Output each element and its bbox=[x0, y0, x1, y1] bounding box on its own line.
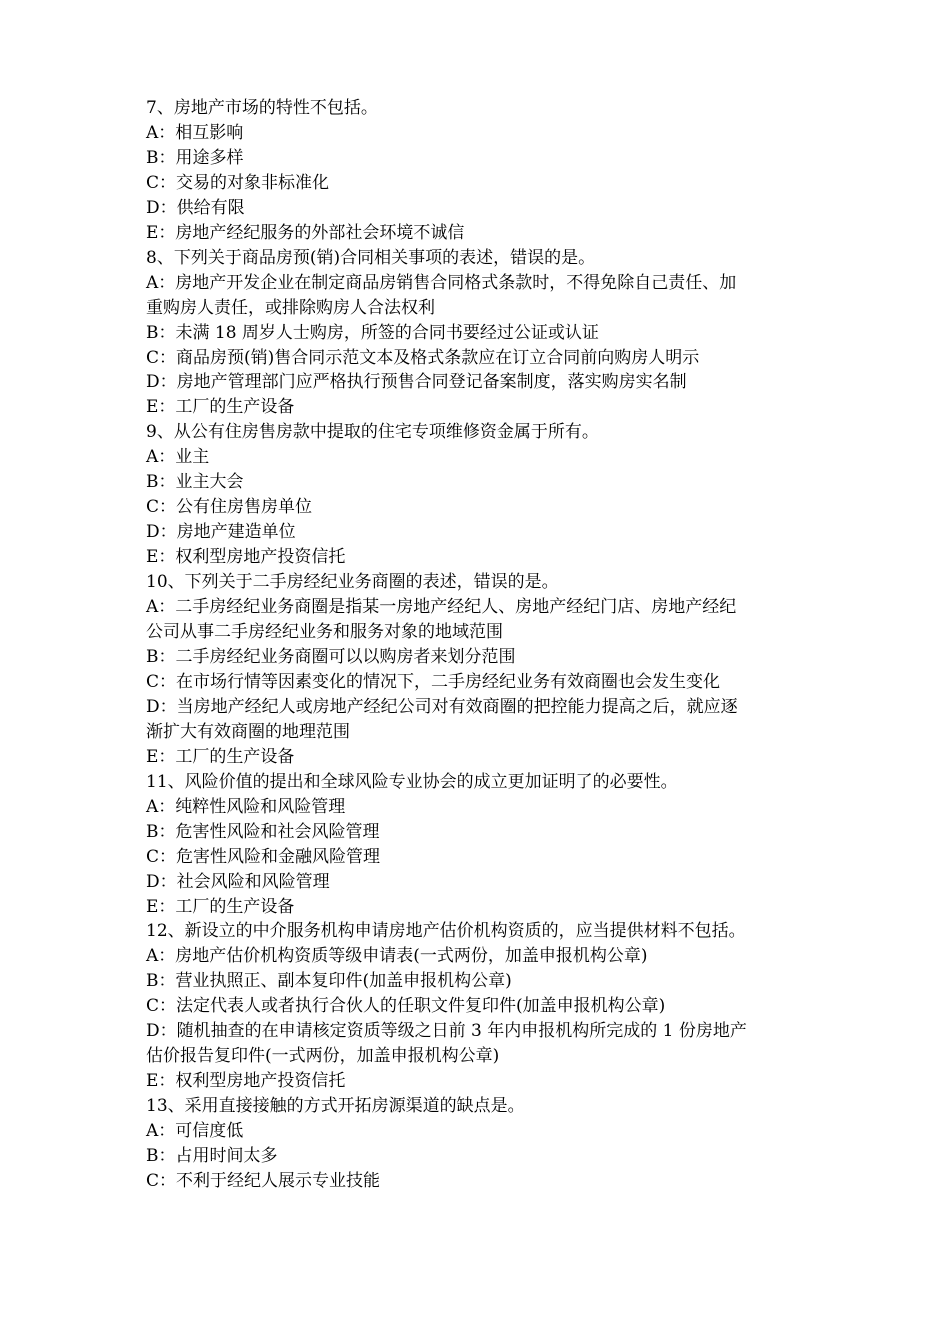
text-line: 9、从公有住房售房款中提取的住宅专项维修资金属于所有。 bbox=[146, 422, 599, 443]
text-line: E：工厂的生产设备 bbox=[146, 746, 295, 767]
text-line: A：房地产估价机构资质等级申请表(一式两份，加盖申报机构公章) bbox=[146, 946, 648, 967]
text-line: B：营业执照正、副本复印件(加盖申报机构公章) bbox=[146, 971, 512, 992]
text-line: C：交易的对象非标准化 bbox=[146, 172, 330, 193]
text-line: E：工厂的生产设备 bbox=[146, 397, 295, 418]
text-line: D：社会风险和风险管理 bbox=[146, 871, 330, 892]
text-line: 12、新设立的中介服务机构申请房地产估价机构资质的，应当提供材料不包括。 bbox=[146, 921, 746, 942]
text-line: D：房地产管理部门应严格执行预售合同登记备案制度，落实购房实名制 bbox=[146, 372, 687, 393]
text-line: C：危害性风险和金融风险管理 bbox=[146, 846, 381, 867]
text-line: 11、风险价值的提出和全球风险专业协会的成立更加证明了的必要性。 bbox=[146, 771, 678, 792]
text-line: B：业主大会 bbox=[146, 472, 244, 493]
text-line: 7、房地产市场的特性不包括。 bbox=[146, 98, 378, 118]
text-line: 10、下列关于二手房经纪业务商圈的表述，错误的是。 bbox=[146, 572, 559, 593]
text-line: A：二手房经纪业务商圈是指某一房地产经纪人、房地产经纪门店、房地产经纪 bbox=[146, 597, 737, 618]
text-line: 估价报告复印件(一式两份，加盖申报机构公章) bbox=[146, 1046, 500, 1067]
text-line: E：房地产经纪服务的外部社会环境不诚信 bbox=[146, 222, 465, 243]
text-line: A：房地产开发企业在制定商品房销售合同格式条款时，不得免除自己责任、加 bbox=[146, 272, 737, 293]
text-line: C：在市场行情等因素变化的情况下，二手房经纪业务有效商圈也会发生变化 bbox=[146, 671, 721, 692]
text-line: D：当房地产经纪人或房地产经纪公司对有效商圈的把控能力提高之后，就应逐 bbox=[146, 696, 738, 717]
text-line: 8、下列关于商品房预(销)合同相关事项的表述，错误的是。 bbox=[146, 247, 596, 268]
text-line: D：供给有限 bbox=[146, 197, 245, 218]
text-line: B：用途多样 bbox=[146, 147, 244, 168]
text-line: E：工厂的生产设备 bbox=[146, 896, 295, 917]
text-line: A：可信度低 bbox=[146, 1121, 244, 1142]
text-line: 13、采用直接接触的方式开拓房源渠道的缺点是。 bbox=[146, 1096, 525, 1117]
text-line: C：不利于经纪人展示专业技能 bbox=[146, 1170, 381, 1191]
text-line: B：危害性风险和社会风险管理 bbox=[146, 821, 380, 842]
text-line: E：权利型房地产投资信托 bbox=[146, 547, 346, 568]
text-line: E：权利型房地产投资信托 bbox=[146, 1071, 346, 1092]
text-line: A：业主 bbox=[146, 447, 210, 468]
text-line: C：商品房预(销)售合同示范文本及格式条款应在订立合同前向购房人明示 bbox=[146, 347, 700, 368]
text-line: 公司从事二手房经纪业务和服务对象的地域范围 bbox=[146, 622, 503, 643]
text-line: B：占用时间太多 bbox=[146, 1146, 278, 1167]
text-line: A：相互影响 bbox=[146, 122, 244, 143]
text-line: 重购房人责任，或排除购房人合法权利 bbox=[146, 297, 435, 318]
text-line: 渐扩大有效商圈的地理范围 bbox=[146, 721, 350, 742]
text-line: B：二手房经纪业务商圈可以以购房者来划分范围 bbox=[146, 646, 516, 667]
text-line: B：未满 18 周岁人士购房，所签的合同书要经过公证或认证 bbox=[146, 322, 599, 343]
text-line: D：随机抽查的在申请核定资质等级之日前 3 年内申报机构所完成的 1 份房地产 bbox=[146, 1021, 747, 1042]
text-line: A：纯粹性风险和风险管理 bbox=[146, 796, 346, 817]
text-line: C：法定代表人或者执行合伙人的任职文件复印件(加盖申报机构公章) bbox=[146, 996, 666, 1017]
text-line: D：房地产建造单位 bbox=[146, 522, 296, 543]
text-line: C：公有住房售房单位 bbox=[146, 497, 313, 518]
document-body bbox=[146, 96, 818, 1194]
